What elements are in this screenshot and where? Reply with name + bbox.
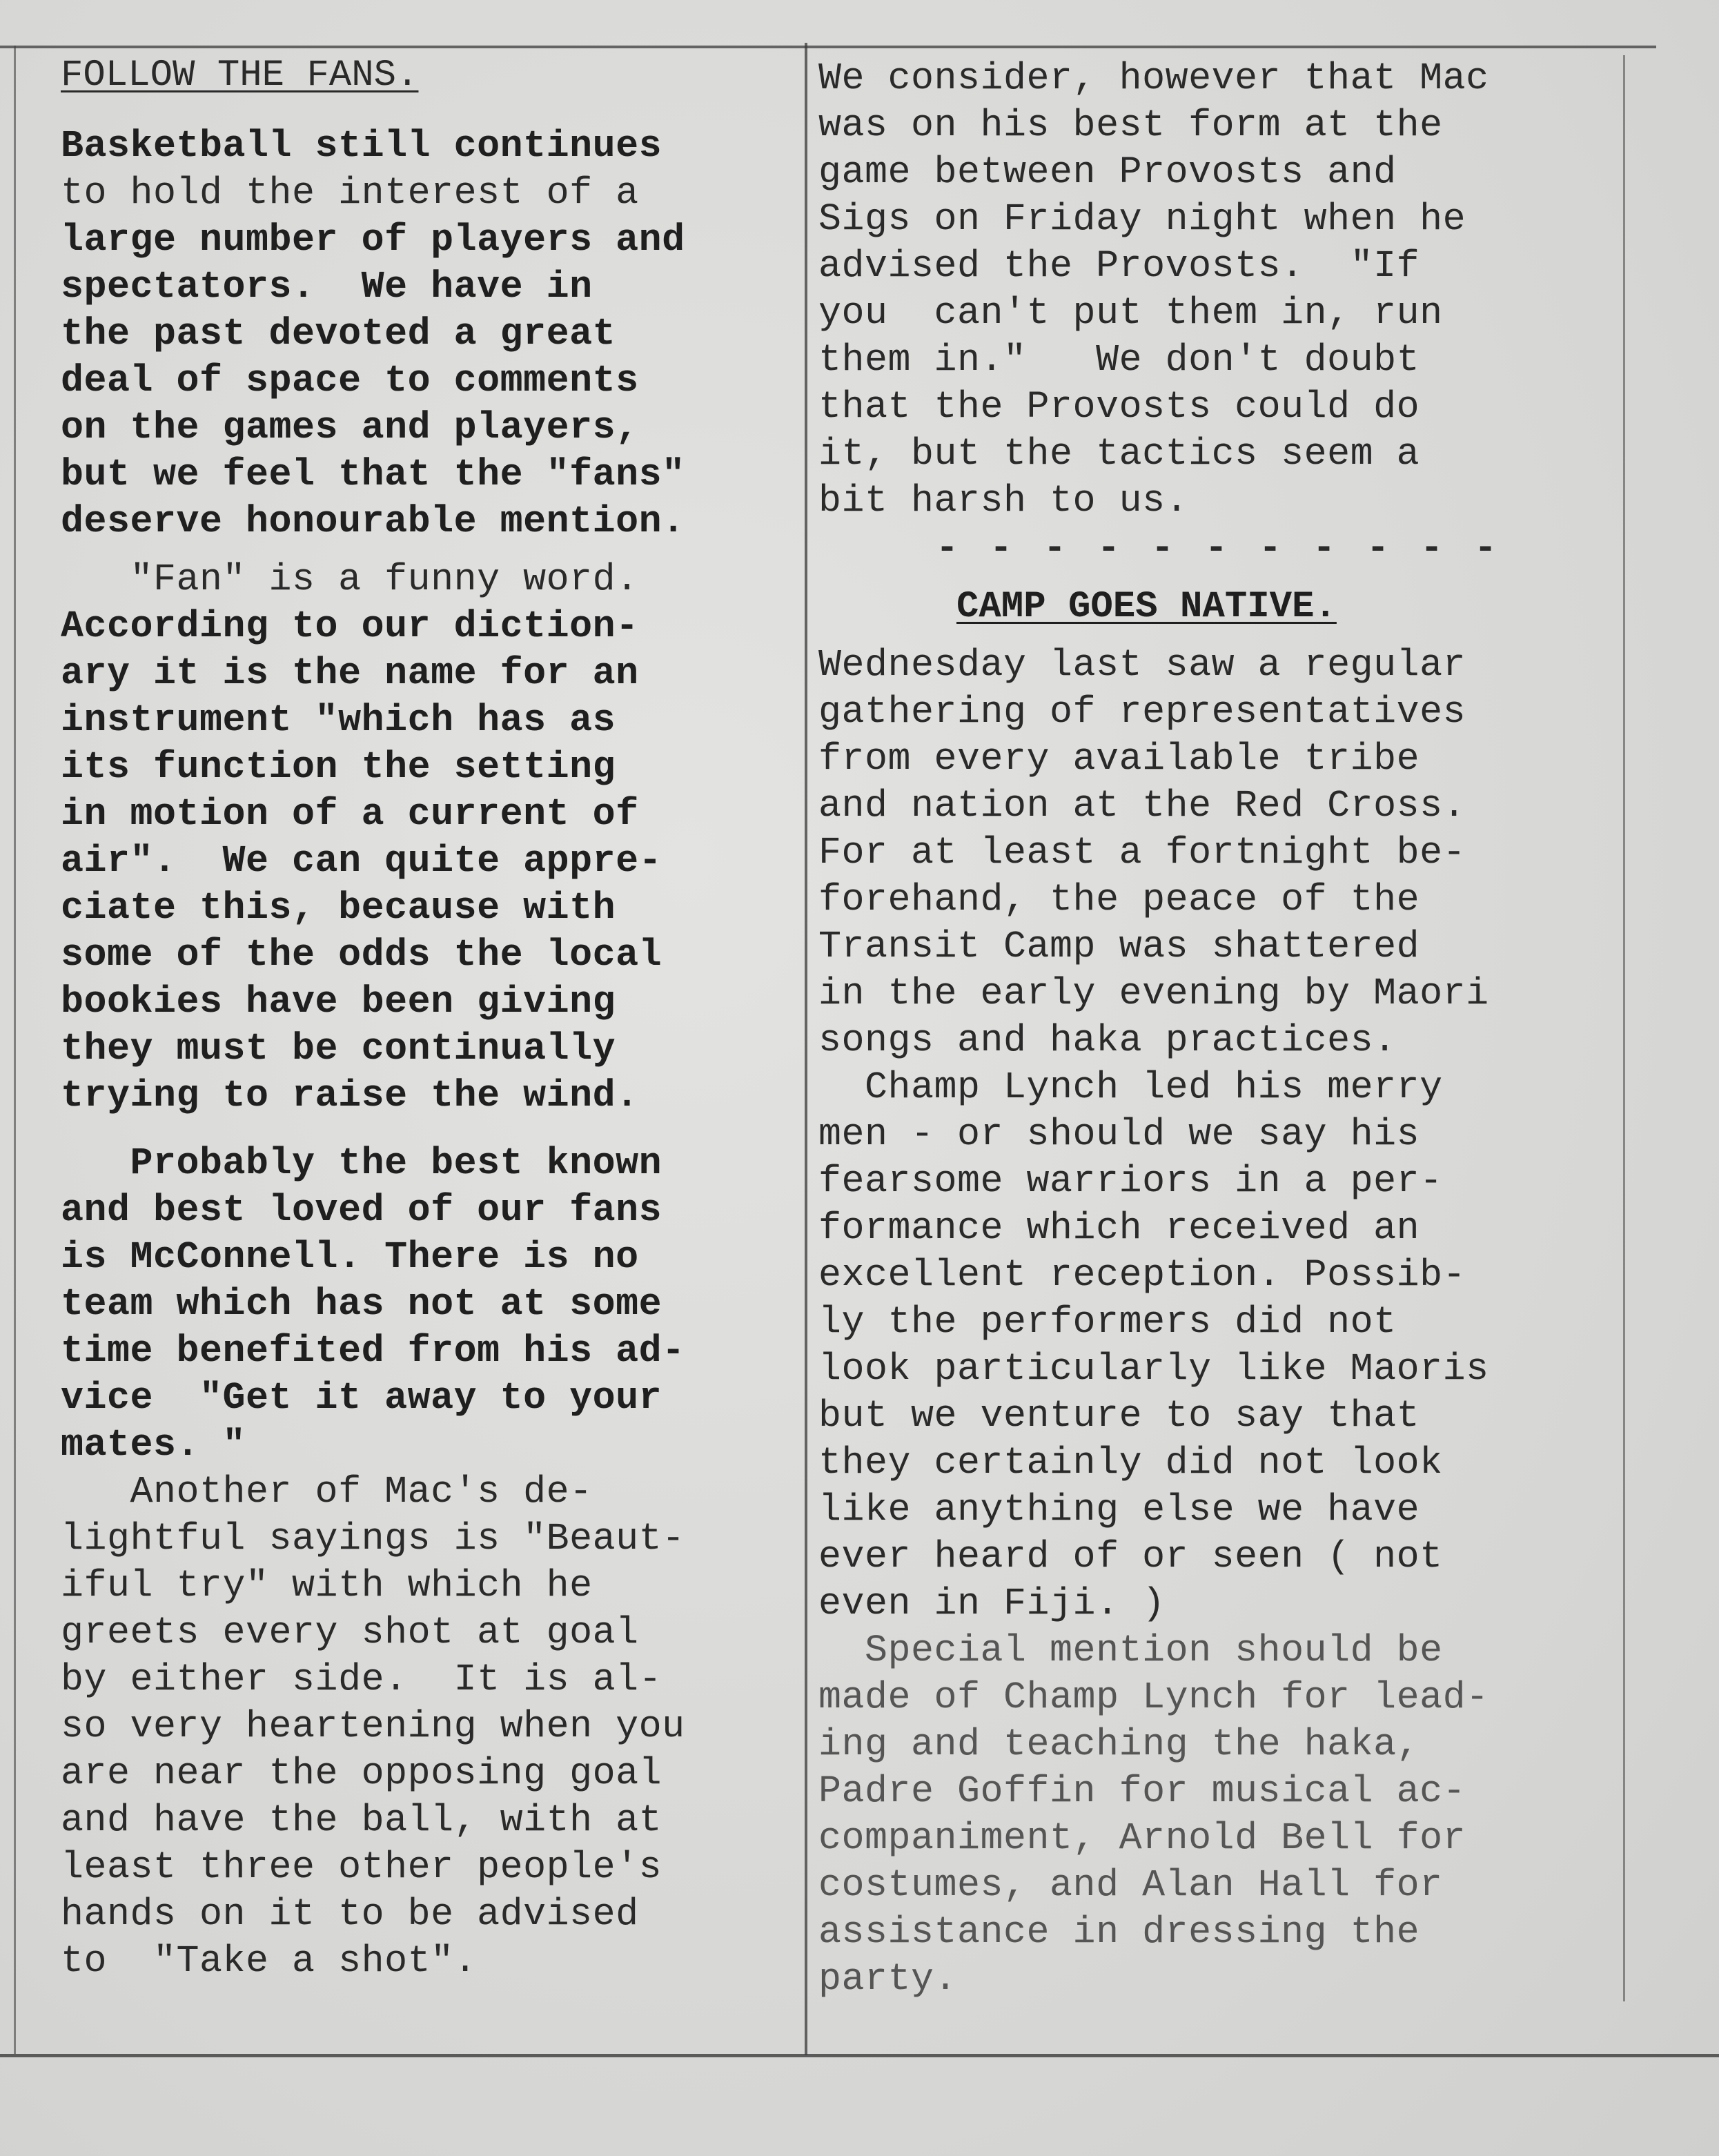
text-line: ciate this, because with — [61, 886, 616, 930]
text-line: companiment, Arnold Bell for — [818, 1816, 1466, 1860]
headline-camp-goes-native: CAMP GOES NATIVE. — [956, 586, 1337, 628]
text-line: deserve honourable mention. — [61, 500, 685, 543]
text-line: by either side. It is al- — [61, 1658, 662, 1701]
text-line: According to our diction- — [61, 605, 639, 648]
text-line: Special mention should be — [818, 1629, 1443, 1672]
right-column — [818, 55, 1619, 2003]
text-line: "Fan" is a funny word. — [61, 558, 639, 601]
text-line: to "Take a shot". — [61, 1939, 478, 1983]
text-line: trying to raise the wind. — [61, 1074, 639, 1117]
text-line: look particularly like Maoris — [818, 1347, 1489, 1391]
article-paragraph — [818, 55, 1619, 525]
text-line: bit harsh to us. — [818, 479, 1189, 522]
text-line: some of the odds the local — [61, 933, 662, 977]
text-line: ever heard of or seen ( not — [818, 1535, 1443, 1578]
text-line: deal of space to comments — [61, 359, 639, 402]
section-divider-dashes: - - - - - - - - - - - — [936, 527, 1502, 570]
text-line: spectators. We have in — [61, 265, 593, 308]
article-paragraph — [61, 556, 799, 1119]
text-line: formance which received an — [818, 1206, 1420, 1250]
text-line: large number of players and — [61, 218, 685, 262]
text-line: air". We can quite appre- — [61, 839, 662, 883]
text-line: fearsome warriors in a per- — [818, 1159, 1443, 1203]
text-line: they must be continually — [61, 1027, 616, 1070]
text-line: men - or should we say his — [818, 1113, 1420, 1156]
text-line: ing and teaching the haka, — [818, 1723, 1420, 1766]
text-line: songs and haka practices. — [818, 1019, 1397, 1062]
text-line: party. — [818, 1957, 958, 2001]
column-divider-rule — [805, 43, 807, 2055]
article-paragraph — [61, 1469, 799, 1985]
text-line: iful try" with which he — [61, 1564, 593, 1607]
text-line: For at least a fortnight be- — [818, 831, 1466, 874]
text-line: them in." We don't doubt — [818, 338, 1420, 382]
text-line: it, but the tactics seem a — [818, 432, 1420, 476]
text-line: was on his best form at the — [818, 104, 1443, 147]
text-line: Sigs on Friday night when he — [818, 197, 1466, 241]
text-line: so very heartening when you — [61, 1705, 685, 1748]
text-line: made of Champ Lynch for lead- — [818, 1676, 1489, 1719]
text-line: are near the opposing goal — [61, 1752, 662, 1795]
text-line: game between Provosts and — [818, 150, 1397, 194]
text-line: is McConnell. There is no — [61, 1235, 639, 1279]
text-line: like anything else we have — [818, 1488, 1420, 1531]
text-line: Padre Goffin for musical ac- — [818, 1770, 1466, 1813]
text-line: costumes, and Alan Hall for — [818, 1863, 1443, 1907]
text-line: but we feel that the "fans" — [61, 453, 685, 496]
text-line: gathering of representatives — [818, 690, 1466, 734]
text-line: in the early evening by Maori — [818, 972, 1489, 1015]
left-column — [61, 55, 799, 1985]
text-line: least three other people's — [61, 1845, 662, 1889]
text-line: on the games and players, — [61, 406, 639, 449]
text-line: bookies have been giving — [61, 980, 616, 1023]
text-line: hands on it to be advised — [61, 1892, 639, 1936]
text-line: forehand, the peace of the — [818, 878, 1420, 921]
text-line: and nation at the Red Cross. — [818, 784, 1466, 827]
article-paragraph — [818, 1064, 1619, 1627]
camp-goes-native-headline-wrap — [818, 587, 1619, 628]
text-line: but we venture to say that — [818, 1394, 1420, 1438]
text-line: you can't put them in, run — [818, 291, 1443, 335]
text-line: to hold the interest of a — [61, 171, 639, 215]
text-line: Probably the best known — [61, 1141, 662, 1185]
text-line: team which has not at some — [61, 1282, 662, 1326]
text-line: the past devoted a great — [61, 312, 616, 355]
text-line: lightful sayings is "Beaut- — [61, 1517, 685, 1560]
text-line: time benefited from his ad- — [61, 1329, 685, 1373]
text-line: advised the Provosts. "If — [818, 244, 1420, 288]
left-border-rule — [14, 46, 16, 2054]
text-line: even in Fiji. ) — [818, 1582, 1166, 1625]
text-line: in motion of a current of — [61, 792, 639, 836]
text-line: greets every shot at goal — [61, 1611, 639, 1654]
text-line: mates. " — [61, 1423, 246, 1467]
text-line: that the Provosts could do — [818, 385, 1420, 429]
text-line: they certainly did not look — [818, 1441, 1443, 1484]
text-line: Wednesday last saw a regular — [818, 643, 1466, 687]
headline-follow-the-fans: FOLLOW THE FANS. — [61, 55, 419, 97]
bottom-border-rule — [0, 2054, 1719, 2057]
article-paragraph — [818, 642, 1619, 1064]
text-line: and have the ball, with at — [61, 1799, 662, 1842]
text-line: Champ Lynch led his merry — [818, 1066, 1443, 1109]
text-line: ary it is the name for an — [61, 651, 639, 695]
text-line: its function the setting — [61, 745, 616, 789]
text-line: assistance in dressing the — [818, 1910, 1420, 1954]
text-line: Another of Mac's de- — [61, 1470, 593, 1513]
text-line: vice "Get it away to your — [61, 1376, 662, 1420]
text-line: instrument "which has as — [61, 698, 616, 742]
article-paragraph — [818, 1627, 1619, 2003]
text-line: We consider, however that Mac — [818, 57, 1489, 100]
text-line: from every available tribe — [818, 737, 1420, 781]
article-paragraph — [61, 1140, 799, 1469]
text-line: and best loved of our fans — [61, 1188, 662, 1232]
right-border-rule — [1623, 55, 1625, 2001]
text-line: Transit Camp was shattered — [818, 925, 1420, 968]
text-line: ly the performers did not — [818, 1300, 1397, 1344]
top-border-rule — [0, 46, 1656, 48]
article-paragraph — [61, 123, 799, 545]
text-line: excellent reception. Possib- — [818, 1253, 1466, 1297]
text-line: Basketball still continues — [61, 124, 662, 168]
follow-the-fans-headline-wrap — [61, 55, 799, 97]
